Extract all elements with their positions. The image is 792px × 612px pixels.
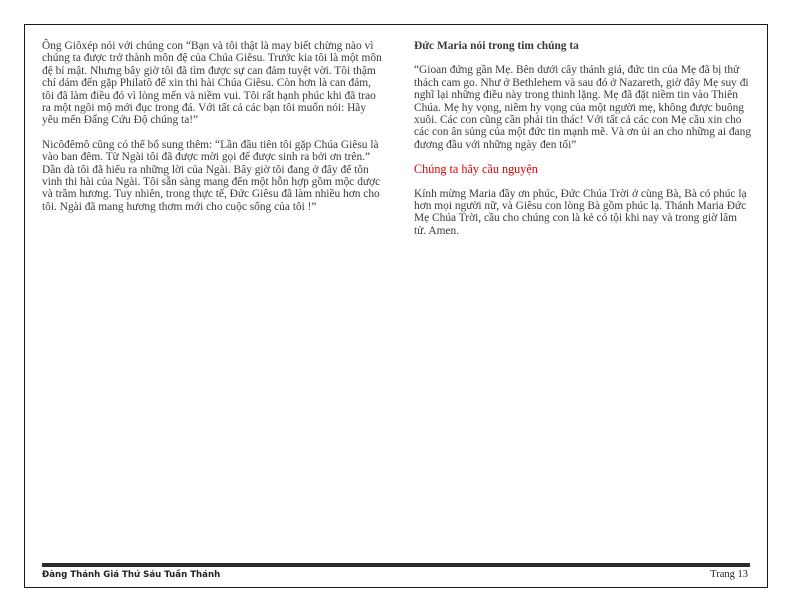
right-column	[414, 40, 752, 249]
page-number: Trang 13	[710, 569, 748, 580]
prayer-heading: Chúng ta hãy cầu nguyện	[414, 162, 538, 177]
prayer-paragraph: Kính mừng Maria đầy ơn phúc, Đức Chúa Trời ở cùng Bà, Bà có phúc lạ hơn mọi người nữ, và Giêsu con lòng Bà gồm phúc lạ. Thánh Maria Đức Mẹ Chúa Trời, cầu cho chúng con là kẻ có tội khi nay và trong giờ lâm tử. Amen.	[414, 187, 747, 237]
nicodemus-paragraph: Nicôđêmô cũng có thể bổ sung thêm: “Lần đầu tiên tôi gặp Chúa Giêsu là vào ban đêm. Từ Ngài tôi đã được mời gọi để được sinh ra bởi ơn trên.” Dần dà tôi đã hiểu ra những lời của Ngài. Bây giờ tôi đang ở đây để tôn vinh thi hài của Ngài. Tôi sẵn sàng mang đến một hỗn hợp gồm mộc dược và trầm hương. Tuy nhiên, trong thực tế, Đức Giêsu đã làm nhiều hơn cho tôi. Ngài đã mang hương thơm mới cho cuộc sống của tôi !”	[42, 138, 381, 213]
footer-title: Đàng Thánh Giá Thứ Sáu Tuần Thánh	[42, 570, 221, 580]
joseph-paragraph: Ông Giôxép nói với chúng con “Bạn và tôi thật là may biết chừng nào vì chúng ta được trở thành môn đệ của Chúa Giêsu. Trước kia tôi là một môn đệ bí mật. Nhưng bây giờ tôi đã tìm được sự can đảm tuyệt vời. Tôi thậm chí dám đến gặp Philatô để xin thi hài Chúa Giêsu. Còn hơn là can đảm, tôi đã làm điều đó vì lòng mến và niềm vui. Tôi rất hạnh phúc khi đã trao ra một ngôi mộ mới đục trong đá. Với tất cả các bạn tôi muốn nói: Hãy yêu mến Đấng Cứu Độ chúng ta!”	[42, 40, 382, 127]
section-heading: Đức Maria nói trong tim chúng ta	[414, 40, 579, 52]
footer-divider	[42, 563, 750, 567]
mary-quote-paragraph: “Gioan đứng gần Mẹ. Bên dưới cây thánh giá, đức tin của Mẹ đã bị thử thách cam go. Như ở Bethlehem và sau đó ở Nazareth, giờ đây Mẹ suy đi nghĩ lại những điều này trong thinh lặng. Mẹ đã đặt niềm tin vào Thiên Chúa. Mẹ hy vọng, niềm hy vọng của một người mẹ, không được buông xuôi. Các con cũng cần phải tin thác! Với tất cả các con Mẹ cầu xin cho các con ân sủng của một đức tin mạnh mẽ. Và ơn ủi an cho những ai đang đương đầu với những ngày đen tối”	[414, 64, 752, 151]
left-column	[42, 40, 382, 225]
